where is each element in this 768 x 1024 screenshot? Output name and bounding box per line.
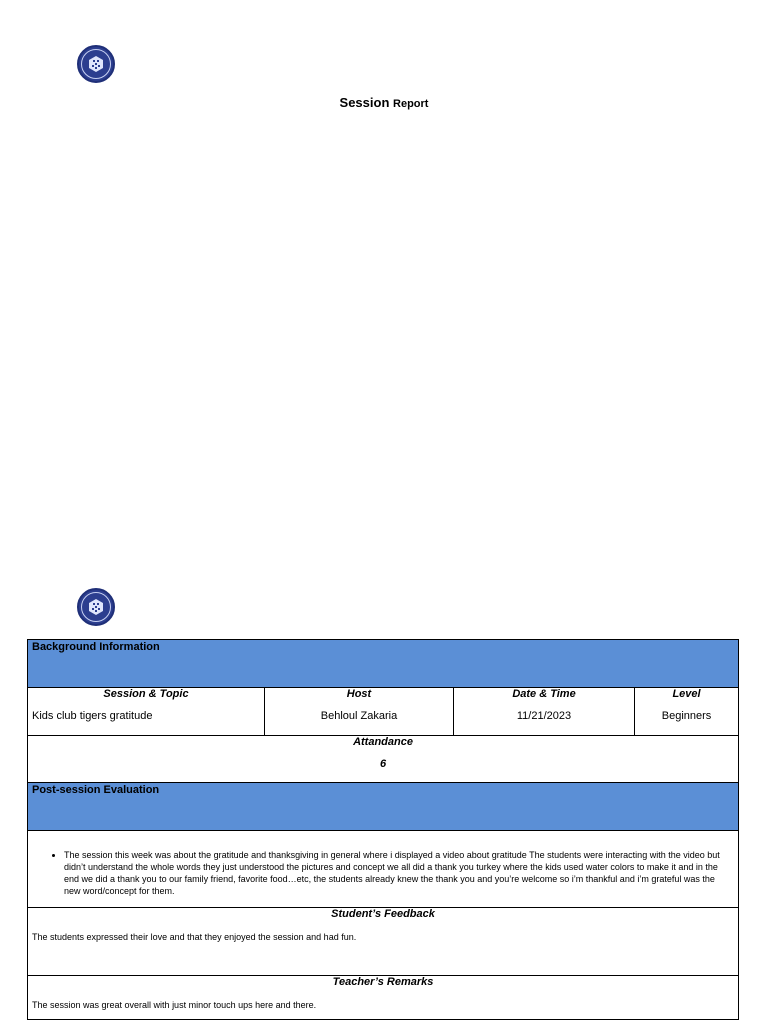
title-small: Report (393, 98, 429, 110)
host-value: Behloul Zakaria (320, 710, 398, 722)
teacher-remarks-text: The session was great overall with just minor touch ups here and there. (32, 1000, 317, 1010)
level-column-header: Level (672, 688, 701, 700)
academy-seal-icon (77, 45, 115, 83)
host-cell (265, 688, 454, 736)
attendance-label: Attandance (353, 736, 413, 748)
page-title (0, 95, 768, 110)
student-feedback-label: Student’s Feedback (331, 908, 435, 920)
date-value: 11/21/2023 (516, 710, 572, 722)
academy-seal-icon (77, 588, 115, 626)
level-value: Beginners (661, 710, 712, 722)
evaluation-text: • The session this week was about the gratitude and thanksgiving in general where i displayed a video about gratitude The students were interacting with the video but didn’t understand the whole words they just understood the pictures and concept we all did a thank you turkey where the kids used water colors to make it and in the end we did a thank you to our family friend, favorite food…etc, the students already knew the thank you and you’re welcome so i’m thankful and i’m grateful was the new word/concept for them. (64, 849, 730, 897)
background-information-label: Background Information (32, 641, 160, 653)
date-cell (454, 688, 635, 736)
post-session-evaluation-header (28, 783, 739, 831)
topic-value: Kids club tigers gratitude (32, 710, 153, 722)
topic-cell (28, 688, 265, 736)
evaluation-cell (28, 831, 739, 908)
date-column-header: Date & Time (512, 688, 576, 700)
teacher-remarks-cell (28, 976, 739, 1020)
attendance-value: 6 (379, 758, 387, 770)
attendance-cell (28, 736, 739, 783)
session-report-table (27, 639, 739, 1020)
student-feedback-cell (28, 908, 739, 976)
teacher-remarks-label: Teacher’s Remarks (332, 976, 434, 988)
topic-column-header: Session & Topic (103, 688, 189, 700)
host-column-header: Host (346, 688, 372, 700)
level-cell (635, 688, 739, 736)
student-feedback-text: The students expressed their love and that they enjoyed the session and had fun. (32, 932, 357, 942)
background-information-header (28, 640, 739, 688)
post-session-evaluation-label: Post-session Evaluation (32, 784, 160, 796)
title-main: Session (339, 95, 390, 110)
